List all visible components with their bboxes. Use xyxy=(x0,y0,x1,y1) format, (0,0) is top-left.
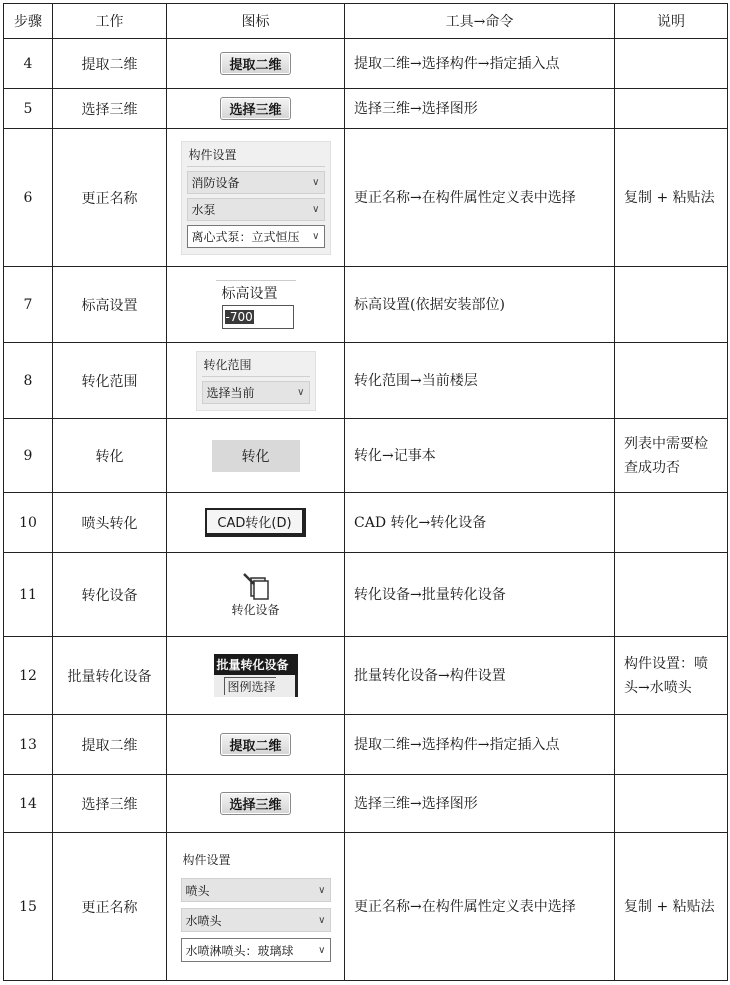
work-cell: 批量转化设备 xyxy=(53,637,167,715)
conversion-range-group xyxy=(196,351,316,411)
work-cell: 更正名称 xyxy=(53,129,167,267)
legend-select-group xyxy=(214,675,298,697)
work-cell: 转化 xyxy=(53,419,167,493)
batch-convert-button[interactable]: 批量转化设备 xyxy=(214,654,298,675)
note-cell: 列表中需要检查成功否 xyxy=(615,419,728,493)
component-settings-group xyxy=(181,141,331,255)
elevation-input[interactable]: -700 xyxy=(222,305,294,329)
table-row xyxy=(4,833,728,981)
range-select[interactable]: 选择当前 ∨ xyxy=(202,381,310,404)
legend-select-label: 图例选择 xyxy=(224,677,276,695)
chevron-down-icon: ∨ xyxy=(318,944,326,956)
command-cell: 批量转化设备→构件设置 xyxy=(345,637,615,715)
table-row xyxy=(4,715,728,775)
convert-button[interactable]: 转化 xyxy=(212,440,300,472)
chevron-down-icon: ∨ xyxy=(312,230,320,242)
type-select[interactable]: 水喷头 ∨ xyxy=(181,908,331,932)
table-row xyxy=(4,267,728,343)
category-select[interactable]: 喷头 ∨ xyxy=(181,878,331,902)
group-title: 构件设置 xyxy=(182,853,231,867)
step-cell: 15 xyxy=(4,833,53,981)
header-step: 步骤 xyxy=(4,4,53,39)
work-cell: 选择三维 xyxy=(53,775,167,833)
step-cell: 5 xyxy=(4,89,53,129)
note-cell xyxy=(615,89,728,129)
table-row xyxy=(4,39,728,89)
note-cell xyxy=(615,267,728,343)
header-row xyxy=(4,4,728,39)
work-cell: 喷头转化 xyxy=(53,493,167,553)
convert-device-tool[interactable] xyxy=(167,571,344,618)
elevation-settings xyxy=(216,280,296,329)
note-cell xyxy=(615,715,728,775)
chevron-down-icon: ∨ xyxy=(312,203,320,215)
command-cell: 转化范围→当前楼层 xyxy=(345,343,615,419)
command-cell: 提取二维→选择构件→指定插入点 xyxy=(345,715,615,775)
command-cell: 提取二维→选择构件→指定插入点 xyxy=(345,39,615,89)
note-cell xyxy=(615,343,728,419)
select-3d-button[interactable]: 选择三维 xyxy=(220,792,290,815)
convert-device-icon xyxy=(241,571,271,601)
table-row xyxy=(4,637,728,715)
command-cell: 更正名称→在构件属性定义表中选择 xyxy=(345,833,615,981)
step-cell: 10 xyxy=(4,493,53,553)
group-title: 构件设置 xyxy=(187,146,325,167)
header-note: 说明 xyxy=(615,4,728,39)
note-cell: 构件设置：喷头→水喷头 xyxy=(615,637,728,715)
work-cell: 转化范围 xyxy=(53,343,167,419)
command-cell: 转化设备→批量转化设备 xyxy=(345,553,615,637)
step-cell: 9 xyxy=(4,419,53,493)
type-select[interactable]: 水泵 ∨ xyxy=(187,198,325,221)
elevation-title: 标高设置 xyxy=(216,280,296,305)
note-cell xyxy=(615,553,728,637)
note-cell xyxy=(615,493,728,553)
note-cell: 复制 + 粘贴法 xyxy=(615,833,728,981)
step-cell: 11 xyxy=(4,553,53,637)
chevron-down-icon: ∨ xyxy=(318,914,326,926)
convert-device-label: 转化设备 xyxy=(231,603,280,617)
table-row xyxy=(4,553,728,637)
chevron-down-icon: ∨ xyxy=(318,884,326,896)
work-cell: 提取二维 xyxy=(53,39,167,89)
table-row xyxy=(4,89,728,129)
chevron-down-icon: ∨ xyxy=(297,386,305,398)
command-cell: 标高设置(依据安装部位) xyxy=(345,267,615,343)
command-cell: 转化→记事本 xyxy=(345,419,615,493)
extract-2d-button[interactable]: 提取二维 xyxy=(220,733,290,756)
table-row xyxy=(4,129,728,267)
header-icon: 图标 xyxy=(167,4,345,39)
header-command: 工具→命令 xyxy=(345,4,615,39)
table-row xyxy=(4,343,728,419)
step-cell: 13 xyxy=(4,715,53,775)
work-cell: 转化设备 xyxy=(53,553,167,637)
select-3d-button[interactable]: 选择三维 xyxy=(220,97,290,120)
step-cell: 14 xyxy=(4,775,53,833)
table-row xyxy=(4,493,728,553)
chevron-down-icon: ∨ xyxy=(312,176,320,188)
step-cell: 12 xyxy=(4,637,53,715)
table-row xyxy=(4,419,728,493)
component-settings-group xyxy=(181,851,331,962)
subtype-select[interactable]: 离心式泵：立式恒压 ∨ xyxy=(187,225,325,248)
command-cell: CAD 转化→转化设备 xyxy=(345,493,615,553)
steps-table xyxy=(3,3,728,981)
command-cell: 选择三维→选择图形 xyxy=(345,775,615,833)
group-title: 转化范围 xyxy=(202,356,310,377)
batch-convert-panel xyxy=(214,654,298,697)
work-cell: 选择三维 xyxy=(53,89,167,129)
note-cell xyxy=(615,775,728,833)
work-cell: 提取二维 xyxy=(53,715,167,775)
work-cell: 标高设置 xyxy=(53,267,167,343)
category-select[interactable]: 消防设备 ∨ xyxy=(187,171,325,194)
command-cell: 更正名称→在构件属性定义表中选择 xyxy=(345,129,615,267)
work-cell: 更正名称 xyxy=(53,833,167,981)
extract-2d-button[interactable]: 提取二维 xyxy=(220,52,290,75)
step-cell: 8 xyxy=(4,343,53,419)
header-work: 工作 xyxy=(53,4,167,39)
command-cell: 选择三维→选择图形 xyxy=(345,89,615,129)
cad-convert-button[interactable]: CAD转化(D) xyxy=(205,508,305,537)
subtype-select[interactable]: 水喷淋喷头：玻璃球 ∨ xyxy=(181,938,331,962)
note-cell: 复制 + 粘贴法 xyxy=(615,129,728,267)
step-cell: 7 xyxy=(4,267,53,343)
step-cell: 6 xyxy=(4,129,53,267)
table-row xyxy=(4,775,728,833)
step-cell: 4 xyxy=(4,39,53,89)
note-cell xyxy=(615,39,728,89)
